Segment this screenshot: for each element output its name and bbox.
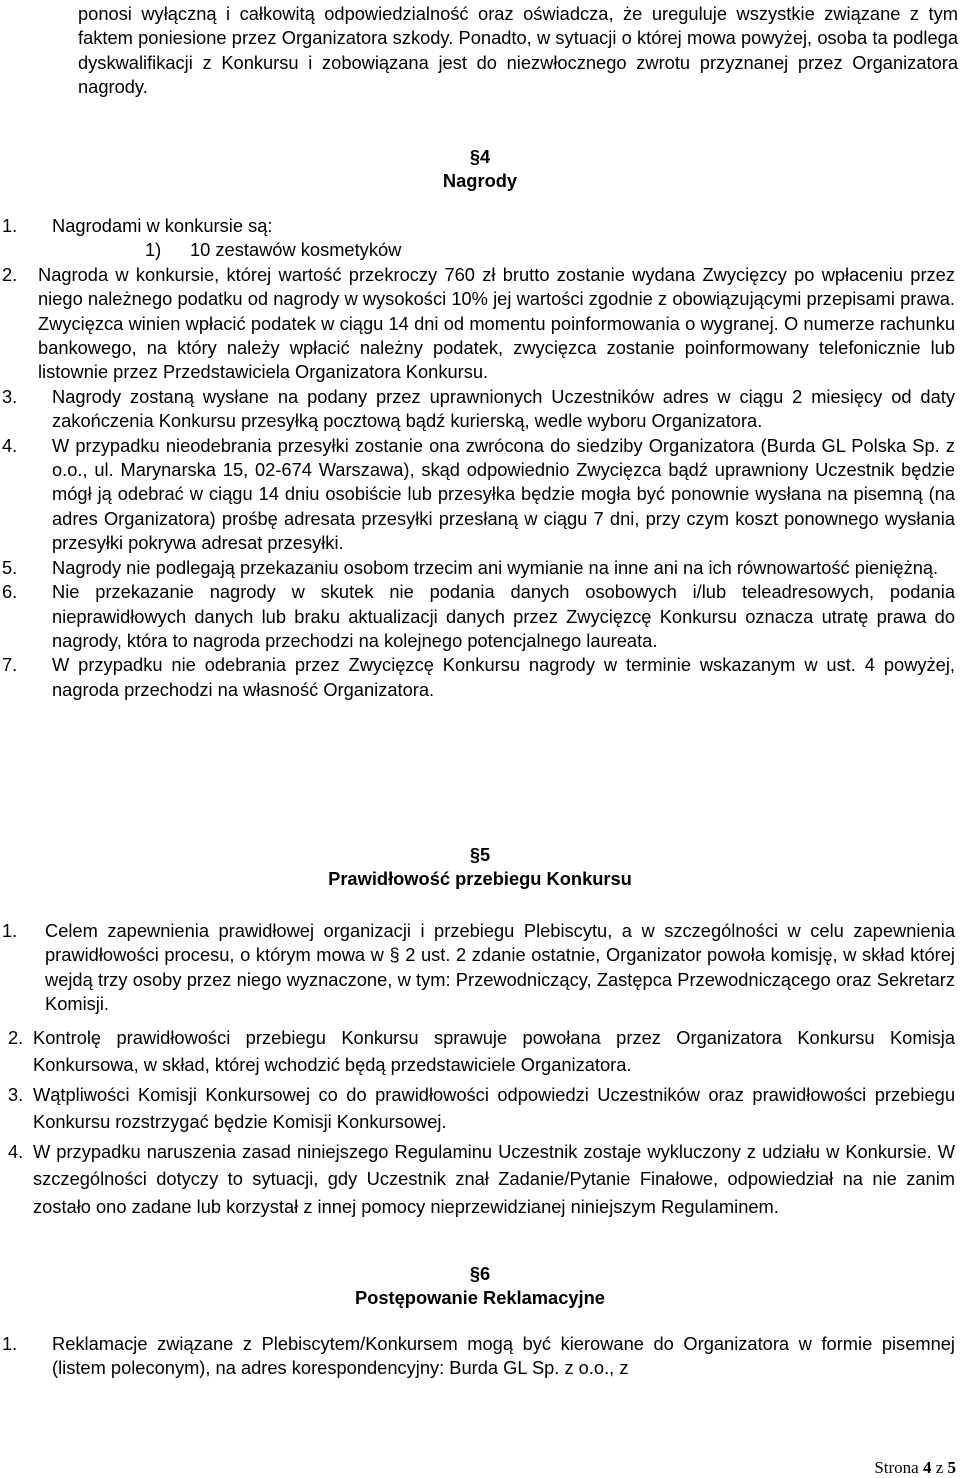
section-6-heading	[0, 1262, 960, 1311]
list-item	[0, 1138, 955, 1221]
item-number: 5.	[2, 556, 18, 578]
list-item	[0, 214, 955, 238]
item-text: Celem zapewnienia prawidłowej organizacji i przebiegu Plebiscytu, a w szczególności w celu zapewnienia prawidłowości procesu, o którym mowa w § 2 ust. 2 zdanie ostatnie, Organizator powoła komisję, w skład której wejdą trzy osoby przez niego wyznaczone, w tym: Przewodniczący, Zastępca Przewodniczącego oraz Sekretarz Komisji.	[45, 920, 955, 1015]
list-item	[0, 263, 955, 385]
item-number: 4.	[2, 434, 18, 456]
item-text: Kontrolę prawidłowości przebiegu Konkursu sprawuje powołana przez Organizatora Konkursu Komisja Konkursowa, w skład, której wchodzić będą przedstawiciele Organizatora.	[33, 1026, 955, 1076]
list-item	[0, 385, 955, 434]
item-text: Nie przekazanie nagrody w skutek nie podania danych osobowych i/lub teleadresowych, podania nieprawidłowych danych lub braku aktualizacji danych przez Zwycięzcę Konkursu oznacza utratę prawa do nagrody, która to nagroda przechodzi na kolejnego potencjalnego laureata.	[52, 581, 955, 651]
section-6-number: §6	[469, 1263, 491, 1284]
sub-item-number: 1)	[145, 239, 162, 261]
item-number: 3.	[2, 385, 18, 407]
item-text: W przypadku nie odebrania przez Zwycięzcę Konkursu nagrody w terminie wskazanym w ust. 4 powyżej, nagroda przechodzi na własność Organizatora.	[52, 654, 955, 700]
list-item	[0, 1081, 955, 1136]
list-item	[0, 919, 955, 1017]
item-text: Nagrodami w konkursie są:	[52, 215, 273, 236]
item-text: Wątpliwości Komisji Konkursowej co do prawidłowości odpowiedzi Uczestników oraz prawidłowości przebiegu Konkursu rozstrzygać będzie Komisji Konkursowej.	[33, 1083, 955, 1133]
item-number: 1.	[2, 920, 18, 941]
item-number: 7.	[2, 654, 18, 676]
list-item	[0, 556, 955, 580]
intro-paragraph: ponosi wyłączną i całkowitą odpowiedzialność oraz oświadcza, że ureguluje wszystkie związane z tym faktem poniesione przez Organizatora szkody. Ponadto, w sytuacji o której mowa powyżej, osoba ta podlega dyskwalifikacji z Konkursu i zobowiązana jest do niezwłocznego zwrotu przyznanej przez Organizatora nagrody.	[78, 3, 958, 98]
item-number: 1.	[2, 1333, 18, 1354]
item-number: 2.	[8, 1026, 24, 1048]
section-4-heading	[0, 145, 960, 194]
footer-of: z	[935, 1458, 944, 1477]
item-number: 3.	[8, 1083, 24, 1105]
item-text: Reklamacje związane z Plebiscytem/Konkursem mogą być kierowane do Organizatora w formie pisemnej (listem poleconym), na adres korespondencyjny: Burda GL Sp. z o.o., z	[52, 1333, 955, 1379]
footer-page: 4	[922, 1458, 932, 1477]
page-number-footer	[874, 1458, 956, 1478]
item-number: 1.	[2, 215, 18, 236]
item-text: Nagrody zostaną wysłane na podany przez uprawnionych Uczestników adres w ciągu 2 miesięcy od daty zakończenia Konkursu przesyłką pocztową bądź kurierską, wedle wyboru Organizatora.	[52, 385, 955, 432]
section-4-list	[0, 214, 960, 702]
section-6-list	[0, 1332, 960, 1381]
sub-list-item	[0, 238, 950, 262]
section-5-list	[0, 919, 960, 1220]
list-item	[0, 434, 955, 556]
section-6-title: Postępowanie Reklamacyjne	[355, 1287, 605, 1309]
list-item	[0, 653, 955, 702]
section-4-number: §4	[469, 146, 491, 167]
section-5-title: Prawidłowość przebiegu Konkursu	[328, 868, 632, 890]
item-number: 6.	[2, 581, 18, 603]
item-number: 2.	[2, 263, 18, 285]
list-item	[0, 1332, 955, 1381]
item-text: W przypadku naruszenia zasad niniejszego Regulaminu Uczestnik zostaje wykluczony z udziału w Konkursie. W szczególności dotyczy to sytuacji, gdy Uczestnik znał Zadanie/Pytanie Finałowe, odpowiedział na nie zanim zostało ono zadane lub korzystał z innej pomocy nieprzewidzianej niniejszym Regulaminem.	[33, 1140, 955, 1217]
item-text: Nagroda w konkursie, której wartość przekroczy 760 zł brutto zostanie wydana Zwycięzcy po wpłaceniu przez niego należnego podatku od nagrody w wysokości 10% jej wartości zgodnie z obowiązującymi przepisami prawa. Zwycięzca winien wpłacić podatek w ciągu 14 dni od momentu poinformowania o wygranej. O numerze rachunku bankowego, na który należy wpłacić należny podatek, zwycięzca zostanie poinformowany telefonicznie lub listownie przez Przedstawiciela Organizatora Konkursu.	[38, 263, 955, 383]
list-item	[0, 1024, 955, 1079]
section-4-title: Nagrody	[442, 170, 518, 192]
item-number: 4.	[8, 1140, 24, 1162]
footer-total: 5	[947, 1458, 956, 1477]
item-text: Nagrody nie podlegają przekazaniu osobom trzecim ani wymianie na inne ani na ich równowartość pieniężną.	[52, 556, 939, 578]
section-5-heading	[0, 843, 960, 892]
item-text: W przypadku nieodebrania przesyłki zostanie ona zwrócona do siedziby Organizatora (Burda GL Polska Sp. z o.o., ul. Marynarska 15, 02-674 Warszawa), skąd odpowiednio Zwycięzca bądź uprawniony Uczestnik będzie mógł ją odebrać w ciągu 14 dniu osobiście lub przesyłka będzie mogła być ponownie wysłana na pisemną (na adres Organizatora) prośbę adresata przesyłki przesłaną w ciągu 7 dni, przy czym koszt ponownego wysłania przesyłki pokrywa adresat przesyłki.	[52, 434, 955, 554]
list-item	[0, 580, 955, 653]
section-5-number: §5	[469, 844, 491, 865]
footer-label: Strona	[874, 1458, 919, 1477]
sub-item-text: 10 zestawów kosmetyków	[190, 239, 402, 261]
